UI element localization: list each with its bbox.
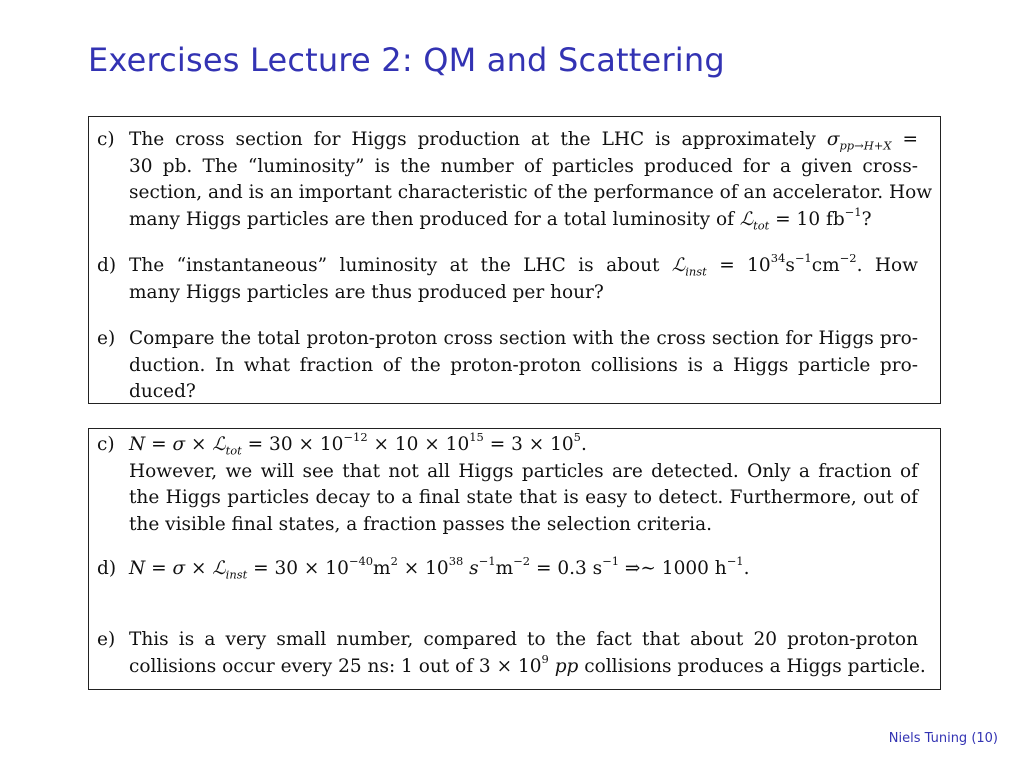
answer-c-text [129, 432, 918, 538]
question-e-line-2: duction. In what fraction of the proton-proton collisions is a Higgs particle pro- [129, 354, 918, 376]
question-e-label: e) [97, 328, 116, 349]
question-e [97, 326, 918, 406]
answers-box [88, 428, 941, 690]
answer-c [97, 432, 918, 538]
question-c-line-2: 30 pb. The “luminosity” is the number of particles produced for a given cross- [129, 155, 918, 177]
answer-d-label: d) [97, 558, 117, 579]
footer-page-label: Niels Tuning (10) [888, 731, 998, 746]
question-e-line-1: Compare the total proton-proton cross section with the cross section for Higgs pro- [129, 328, 918, 349]
question-c-line-3: section, and is an important characteristic of the performance of an accelerator. How [129, 182, 933, 203]
answer-e-line-1: This is a very small number, compared to the fact that about 20 proton-proton [129, 629, 918, 650]
answer-e-label: e) [97, 629, 116, 650]
answer-e-text [129, 627, 926, 680]
answer-c-line-3: the Higgs particles decay to a final state that is easy to detect. Furthermore, out of [129, 487, 918, 508]
answer-d [97, 556, 918, 583]
question-d-text [129, 253, 918, 306]
question-e-line-3: duced? [129, 381, 196, 402]
answer-c-equation: N = σ × ℒ$_{tot}$ = $30 \times 10^{-12} \times 10 \times 10^{15} = 3 \times 10^5$. [129, 430, 587, 458]
question-c-line-1: The cross section for Higgs production at the LHC is approximately $\sigma_{pp\to H+X}$ = [129, 129, 918, 153]
question-c-text [129, 127, 933, 233]
answer-d-text [129, 556, 918, 583]
question-c-line-4: many Higgs particles are then produced for a total luminosity of ℒ$_{tot}$ = 10 $fb^{-1}$? [129, 204, 872, 233]
question-d-line-1: The “instantaneous” luminosity at the LHC is about ℒ$_{inst}$ = $10^{34}s^{-1}cm^{-2}$. How [129, 251, 918, 279]
answer-e [97, 627, 926, 680]
question-d-line-2: many Higgs particles are thus produced per hour? [129, 281, 604, 303]
question-c [97, 127, 933, 233]
slide-title: Exercises Lecture 2: QM and Scattering [88, 41, 725, 79]
answer-c-line-4: the visible final states, a fraction passes the selection criteria. [129, 513, 712, 535]
answer-e-line-2: collisions occur every 25 ns: 1 out of $3 \times 10^9$ pp collisions produces a Higgs particle. [129, 651, 926, 677]
question-c-label: c) [97, 129, 115, 150]
question-d [97, 253, 918, 306]
answer-c-line-2: However, we will see that not all Higgs particles are detected. Only a fraction of [129, 460, 918, 482]
questions-box [88, 116, 941, 404]
answer-d-equation: N = σ × ℒ$_{inst}$ = $30 \times 10^{-40}m^2 \times 10^{38}$ $s^{-1}m^{-2} = 0.3$ $s^{-1}$ ⇒∼ 1000 $h^{-1}$. [129, 554, 750, 582]
question-e-text [129, 326, 918, 406]
answer-c-label: c) [97, 434, 115, 455]
question-d-label: d) [97, 255, 117, 276]
